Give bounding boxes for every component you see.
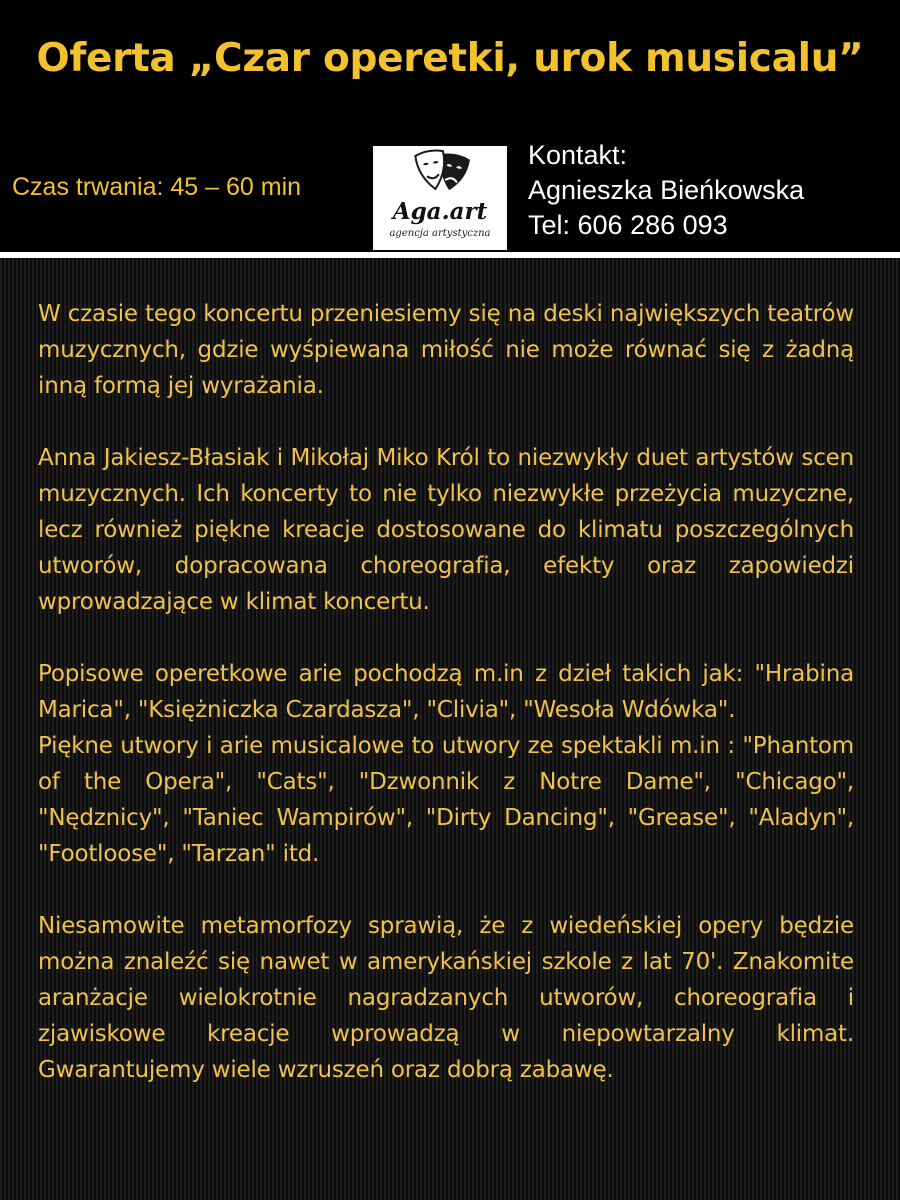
offer-description	[38, 296, 854, 1088]
logo-tagline: agencja artystyczna	[389, 228, 491, 239]
contact-person: Agnieszka Bieńkowska	[528, 175, 805, 205]
paragraph-artists: Anna Jakiesz-Błasiak i Mikołaj Miko Król to niezwykły duet artystów scen muzycznych. Ich koncerty to nie tylko niezwykłe przeżycia muzyczne, lecz również piękne kreacje dostosowane do klimatu poszczególnych utworów, dopracowana choreografia, efekty oraz zapowiedzi wprowadzające w klimat koncertu.	[38, 445, 854, 615]
paragraph-operetta: Popisowe operetkowe arie pochodzą m.in z dzieł takich jak: "Hrabina Marica", "Księżniczka Czardasza", "Clivia", "Wesoła Wdówka".	[38, 661, 854, 723]
header	[0, 0, 900, 252]
page-title: Oferta „Czar operetki, urok musicalu”	[36, 36, 864, 81]
paragraph-musical: Piękne utwory i arie musicalowe to utwory ze spektakli m.in : "Phantom of the Opera", "Cats", "Dzwonnik z Notre Dame", "Chicago", "Nędznicy", "Taniec Wampirów", "Dirty Dancing", "Grease", "Aladyn", "Footloose", "Tarzan" itd.	[38, 733, 854, 867]
contact-heading: Kontakt:	[528, 140, 628, 170]
duration-label: Czas trwania: 45 – 60 min	[12, 173, 302, 201]
contact-phone: Tel: 606 286 093	[528, 210, 728, 240]
agency-logo	[373, 146, 507, 250]
content-panel	[0, 258, 900, 1200]
logo-name: Aga.art	[392, 198, 488, 225]
paragraph-intro: W czasie tego koncertu przeniesiemy się na deski największych teatrów muzycznych, gdzie wyśpiewana miłość nie może równać się z żadną inną formą jej wyrażania.	[38, 301, 854, 399]
contact-block	[528, 138, 804, 243]
paragraph-closing: Niesamowite metamorfozy sprawią, że z wiedeńskiej opery będzie można znaleźć się nawet w amerykańskiej szkole z lat 70'. Znakomite aranżacje wielokrotnie nagradzanych utworów, choreografia i zjawiskowe kreacje wprowadzą w niepowtarzalny klimat. Gwarantujemy wiele wzruszeń oraz dobrą zabawę.	[38, 913, 854, 1083]
